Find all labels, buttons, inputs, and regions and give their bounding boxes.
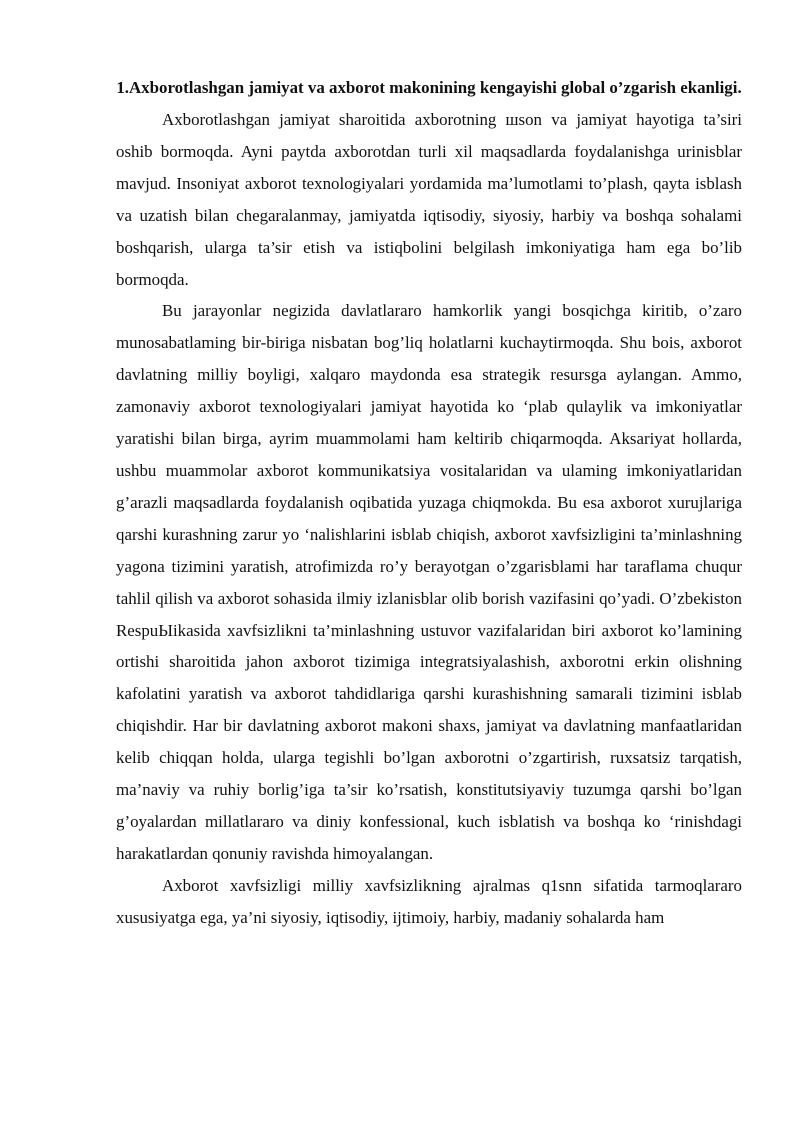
paragraph-1: Axborotlashgan jamiyat sharoitida axborotning шson va jamiyat hayotiga ta’siri oshib bormoqda. Ayni paytda axborotdan turli xil maqsadlarda foydalanishga urinisblar mavjud. Insoniyat axborot texnologiyalari yordamida ma’lumotlami to’plash, qayta isblash va uzatish bilan chegaralanmay, jamiyatda iqtisodiy, siyosiy, harbiy va boshqa sohalami boshqarish, ularga ta’sir etish va istiqbolini belgilash imkoniyatiga ham ega bo’lib bormoqda.	[116, 110, 742, 289]
paragraph-3: Axborot xavfsizligi milliy xavfsizlikning ajralmas q1snn sifatida tarmoqlararo xususiyatga ega, ya’ni siyosiy, iqtisodiy, ijtimoiy, harbiy, madaniy sohalarda ham	[116, 875, 742, 927]
document-body	[116, 72, 742, 934]
paragraph-2: Bu jarayonlar negizida davlatlararo hamkorlik yangi bosqichga kiritib, o’zaro munosabatlaming bir-biriga nisbatan bog’liq holatlarni kuchaytirmoqda. Shu bois, axborot davlatning milliy boyligi, xalqaro maydonda esa strategik resursga aylangan. Ammo, zamonaviy axborot texnologiyalari jamiyat hayotida ko ‘plab qulaylik va imkoniyatlar yaratishi bilan birga, ayrim muammolami ham keltirib chiqarmoqda. Aksariyat hollarda, ushbu muammolar axborot kommunikatsiya vositalaridan va ulaming imkoniyatlaridan g’arazli maqsadlarda foydalanish oqibatida yuzaga chiqmokda. Bu esa axborot xurujlariga qarshi kurashning zarur yo ‘nalishlarini isblab chiqish, axborot xavfsizligini ta’minlashning yagona tizimini yaratish, atrofimizda ro’y berayotgan o’zgarisblami har taraflama chuqur tahlil qilish va axborot sohasida ilmiy izlanisblar olib borish vazifasini qo’yadi. O’zbekiston RespuЫikasida xavfsizlikni ta’minlashning ustuvor vazifalaridan biri axborot ko’lamining ortishi sharoitida jahon axborot tizimiga integratsiyalashish, axborotni erkin olishning kafolatini yaratish va axborot tahdidlariga qarshi kurashishning samarali tizimini isblab chiqishdir. Har bir davlatning axborot makoni shaxs, jamiyat va davlatning manfaatlaridan kelib chiqqan holda, ularga tegishli bo’lgan axborotni o’zgartirish, ruxsatsiz tarqatish, ma’naviy va ruhiy borlig’iga ta’sir ko’rsatish, konstitutsiyaviy tuzumga qarshi bo’lgan g’oyalardan millatlararo va diniy konfessional, kuch isblatish va boshqa ko ‘rinishdagi harakatlardan qonuniy ravishda himoyalangan.	[116, 301, 742, 863]
document-title: 1.Axborotlashgan jamiyat va axborot makonining kengayishi global o’zgarish ekanligi.	[116, 78, 742, 97]
